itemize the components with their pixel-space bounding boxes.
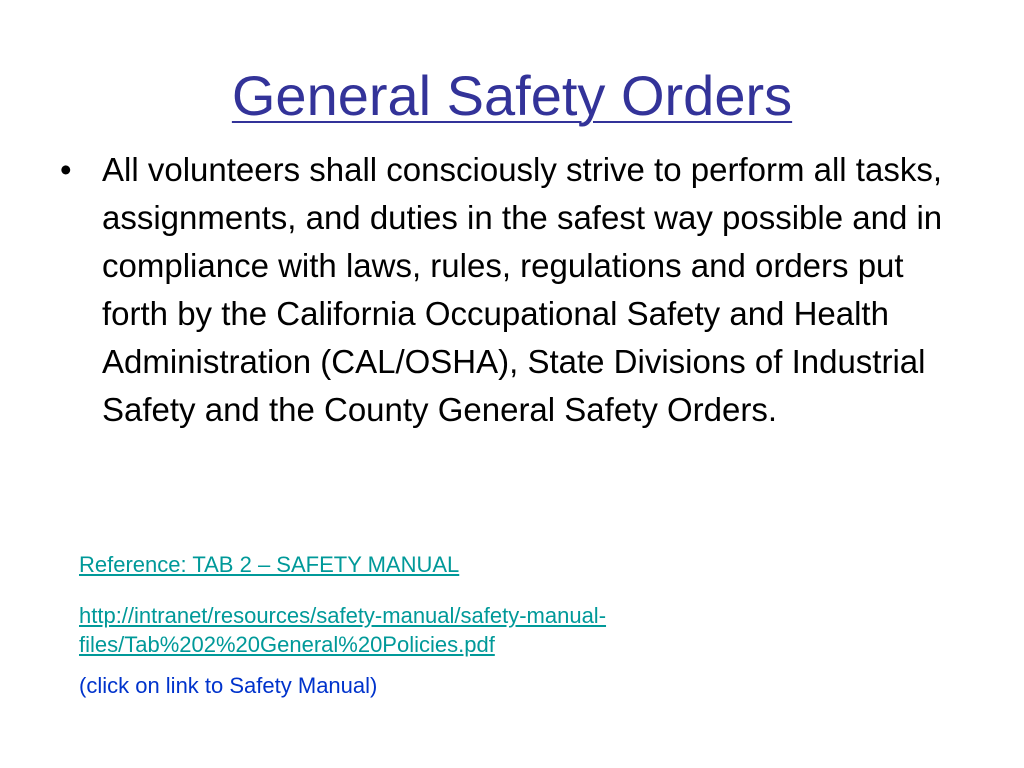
- slide-title[interactable]: General Safety Orders: [231, 64, 793, 127]
- bullet-text: All volunteers shall consciously strive to perform all tasks, assignments, and duties in the safest way possible and in compliance with laws, rules, regulations and orders put forth by the California Occupational Safety and Health Administration (CAL/OSHA), State Divisions of Industrial Safety and the County General Safety Orders.: [102, 151, 943, 428]
- reference-label-link[interactable]: Reference: TAB 2 – SAFETY MANUAL: [79, 552, 460, 577]
- bullet-icon: •: [60, 151, 72, 188]
- safety-manual-url-link[interactable]: http://intranet/resources/safety-manual/safety-manual-files/Tab%202%20General%20Policies.pdf: [79, 603, 607, 657]
- reference-note: (click on link to Safety Manual): [79, 673, 378, 698]
- references: [79, 550, 799, 700]
- bullet-item: [60, 146, 970, 434]
- bullet-list: [60, 146, 970, 434]
